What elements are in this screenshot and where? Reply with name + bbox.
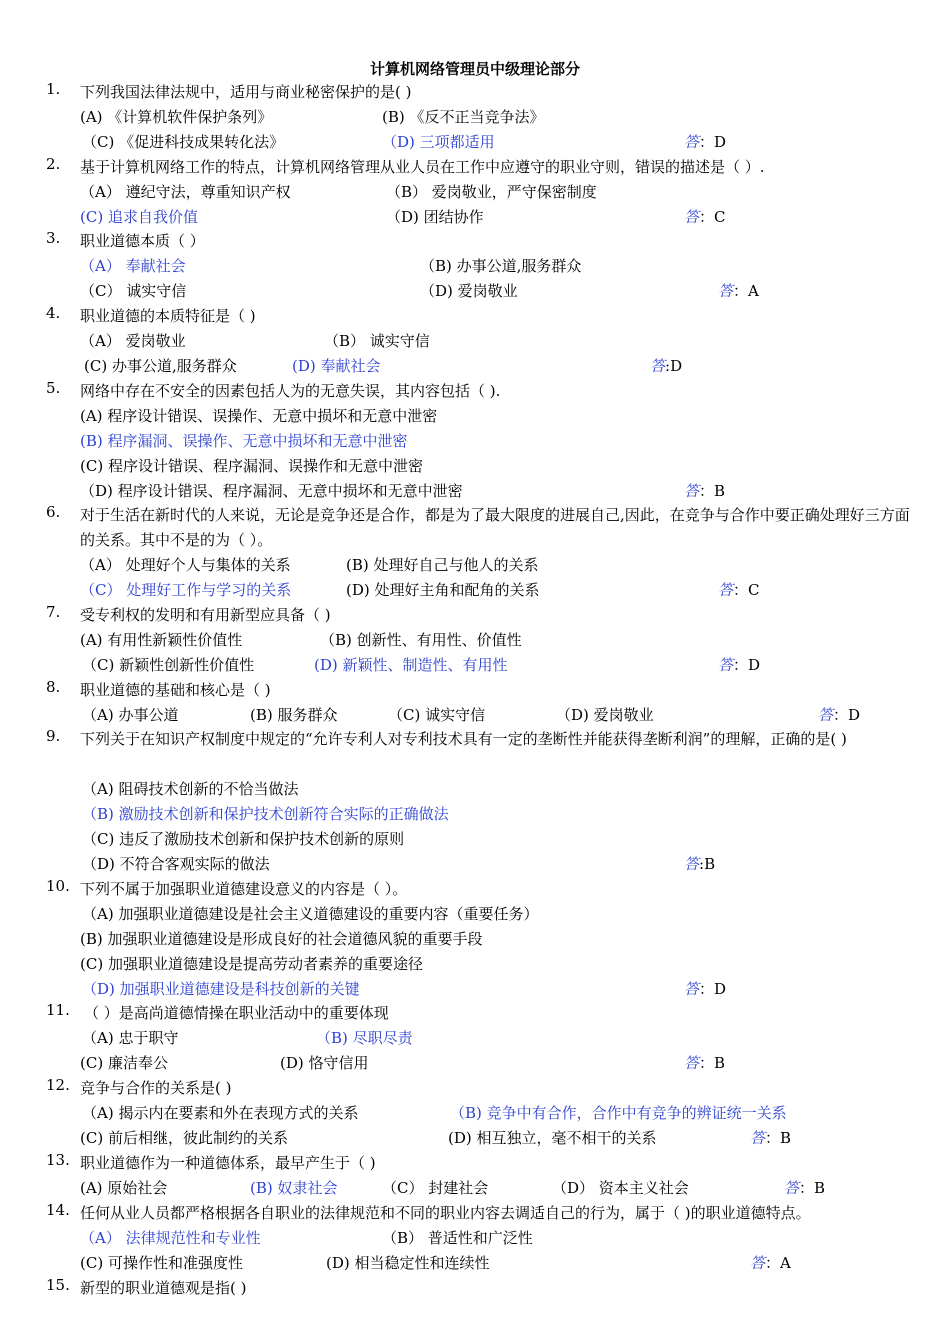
option-a: （A） 处理好个人与集体的关系 xyxy=(80,556,291,574)
answer-value: ：D xyxy=(733,656,761,674)
option-b: (B) 程序漏洞、误操作、无意中损坏和无意中泄密 xyxy=(80,432,408,450)
option-d: (D) 处理好主角和配角的关系 xyxy=(346,581,540,599)
answer-value: ：C xyxy=(733,581,760,599)
answer xyxy=(750,1251,791,1276)
question-number: 12. xyxy=(46,1076,70,1094)
option-d: （D） 资本主义社会 xyxy=(552,1179,689,1197)
answer-label: 答 xyxy=(784,1179,800,1197)
option-b: （B) 激励技术创新和保护技术创新符合实际的正确做法 xyxy=(82,805,449,823)
option-a: （A) 加强职业道德建设是社会主义道德建设的重要内容（重要任务） xyxy=(82,905,539,923)
option-a: (A) 程序设计错误、误操作、无意中损坏和无意中泄密 xyxy=(80,407,438,425)
question-text: 职业道德本质（ ） xyxy=(80,232,205,250)
answer-label: 答 xyxy=(718,282,734,300)
question-text: 下列关于在知识产权制度中规定的“允许专利人对专利技术具有一定的垄断性并能获得垄断利润”的理解，正确的是( ) xyxy=(80,730,847,748)
answer xyxy=(718,653,760,678)
answer-value: ：C xyxy=(699,208,726,226)
question-number: 6. xyxy=(46,503,61,521)
question-number: 3. xyxy=(46,229,61,247)
option-c: （C） 处理好工作与学习的关系 xyxy=(80,581,292,599)
option-c: (C) 追求自我价值 xyxy=(80,208,198,226)
option-c: (C) 可操作性和准强度性 xyxy=(80,1254,243,1272)
option-a: (A) 原始社会 xyxy=(80,1179,168,1197)
option-d: （D) 加强职业道德建设是科技创新的关键 xyxy=(82,980,360,998)
question-number: 2. xyxy=(46,155,61,173)
question-number: 14. xyxy=(46,1201,70,1219)
option-c: （C） 封建社会 xyxy=(382,1179,489,1197)
option-c: （C) 新颖性创新性价值性 xyxy=(82,656,255,674)
answer-value: ：D xyxy=(699,133,727,151)
option-a: (A) 《计算机软件保护条列》 xyxy=(80,108,273,126)
option-c: （C) 《促进科技成果转化法》 xyxy=(82,133,285,151)
option-c: （C) 诚实守信 xyxy=(388,706,486,724)
option-a: （A） 爱岗敬业 xyxy=(80,332,186,350)
answer-label: 答 xyxy=(684,482,700,500)
answer xyxy=(684,479,725,504)
answer-value: ：D xyxy=(699,980,727,998)
answer-label: 答 xyxy=(684,208,700,226)
option-d: （D) 不符合客观实际的做法 xyxy=(82,855,270,873)
answer xyxy=(750,1126,791,1151)
question-text: 竞争与合作的关系是( ) xyxy=(80,1079,232,1097)
option-b: （B） 爱岗敬业，严守保密制度 xyxy=(386,183,597,201)
option-c: (C) 前后相继，彼此制约的关系 xyxy=(80,1129,288,1147)
answer xyxy=(684,130,726,155)
answer-value: ：A xyxy=(733,282,759,300)
question-number: 10. xyxy=(46,877,70,895)
answer-label: 答 xyxy=(684,133,700,151)
option-b: （B) 尽职尽责 xyxy=(316,1029,413,1047)
answer xyxy=(684,1051,725,1076)
answer xyxy=(718,279,759,304)
option-d: (D) 相互独立，毫不相干的关系 xyxy=(448,1129,657,1147)
option-d: （D) 爱岗敬业 xyxy=(556,706,654,724)
answer-value: ：D xyxy=(833,706,861,724)
answer-value: ：B xyxy=(765,1129,792,1147)
answer-label: 答 xyxy=(750,1129,766,1147)
question-text: 职业道德作为一种道德体系，最早产生于（ ) xyxy=(80,1154,376,1172)
option-a: （A) 忠于职守 xyxy=(82,1029,179,1047)
question-number: 4. xyxy=(46,304,61,322)
option-a: （A） 遵纪守法，尊重知识产权 xyxy=(80,183,291,201)
question-number: 7. xyxy=(46,603,61,621)
question-number: 11. xyxy=(46,1001,70,1019)
option-a: (A) 有用性新颖性价值性 xyxy=(80,631,243,649)
question-text: 受专利权的发明和有用新型应具备（ ) xyxy=(80,606,331,624)
question-text: 新型的职业道德观是指( ) xyxy=(80,1279,247,1297)
answer-label: 答 xyxy=(684,980,700,998)
option-d: (D) 相当稳定性和连续性 xyxy=(326,1254,490,1272)
question-number: 9. xyxy=(46,727,61,745)
option-c: (C) 办事公道,服务群众 xyxy=(84,357,237,375)
question-text: 基于计算机网络工作的特点，计算机网络管理从业人员在工作中应遵守的职业守则，错误的描述是（ ）. xyxy=(80,158,765,176)
option-b: (B) 奴隶社会 xyxy=(250,1179,338,1197)
question-text: 职业道德的基础和核心是（ ) xyxy=(80,681,271,699)
answer xyxy=(818,703,860,728)
answer xyxy=(718,578,760,603)
option-d: （D) 爱岗敬业 xyxy=(420,282,518,300)
option-b: (B) 处理好自己与他人的关系 xyxy=(346,556,539,574)
answer xyxy=(684,205,726,230)
option-c: (C) 加强职业道德建设是提高劳动者素养的重要途径 xyxy=(80,955,423,973)
answer-value: :D xyxy=(665,357,683,375)
option-d: （D) 团结协作 xyxy=(386,208,484,226)
option-a: （A） 法律规范性和专业性 xyxy=(80,1229,261,1247)
question-text: 职业道德的本质特征是（ ) xyxy=(80,307,256,325)
answer xyxy=(650,354,682,379)
option-c: （C） 诚实守信 xyxy=(80,282,187,300)
question-text: （ ）是高尚道德情操在职业活动中的重要体现 xyxy=(84,1004,389,1022)
answer-value: :B xyxy=(699,855,716,873)
option-b: （B) 办事公道,服务群众 xyxy=(420,257,582,275)
option-b: （B） 普适性和广泛性 xyxy=(382,1229,533,1247)
answer-label: 答 xyxy=(750,1254,766,1272)
answer-value: ：B xyxy=(799,1179,826,1197)
option-d: (D) 奉献社会 xyxy=(292,357,381,375)
option-c: (C) 廉洁奉公 xyxy=(80,1054,168,1072)
option-b: （B） 诚实守信 xyxy=(324,332,430,350)
option-a: （A) 办事公道 xyxy=(82,706,179,724)
question-text: 下列我国法律法规中，适用与商业秘密保护的是( ) xyxy=(80,83,412,101)
answer-label: 答 xyxy=(718,581,734,599)
answer-value: ：A xyxy=(765,1254,791,1272)
question-number: 13. xyxy=(46,1151,70,1169)
option-d: （D) 程序设计错误、程序漏洞、无意中损坏和无意中泄密 xyxy=(80,482,463,500)
option-a: （A) 揭示内在要素和外在表现方式的关系 xyxy=(82,1104,359,1122)
option-c: (C) 程序设计错误、程序漏洞、误操作和无意中泄密 xyxy=(80,457,423,475)
option-b: (B) 《反不正当竞争法》 xyxy=(382,108,545,126)
answer xyxy=(684,852,715,877)
answer xyxy=(784,1176,825,1201)
answer-value: ：B xyxy=(699,1054,726,1072)
page-title: 计算机网络管理员中级理论部分 xyxy=(369,60,580,78)
answer-label: 答 xyxy=(684,855,700,873)
option-d: (D) 恪守信用 xyxy=(280,1054,369,1072)
option-b: （B) 竞争中有合作，合作中有竞争的辨证统一关系 xyxy=(450,1104,787,1122)
question-text: 网络中存在不安全的因素包括人为的无意失误，其内容包括（ ). xyxy=(80,382,501,400)
option-b: （B) 创新性、有用性、价值性 xyxy=(320,631,522,649)
answer-label: 答 xyxy=(650,357,666,375)
answer-label: 答 xyxy=(718,656,734,674)
option-b: (B) 加强职业道德建设是形成良好的社会道德风貌的重要手段 xyxy=(80,930,483,948)
question-number: 5. xyxy=(46,379,61,397)
option-a: （A） 奉献社会 xyxy=(80,257,186,275)
option-b: (B) 服务群众 xyxy=(250,706,338,724)
question-text: 对于生活在新时代的人来说，无论是竞争还是合作，都是为了最大限度的进展自己,因此，在竞争与合作中要正确处理好三方面的关系。其中不是的为（ ）。 xyxy=(80,506,910,549)
option-d: （D) 三项都适用 xyxy=(382,133,495,151)
answer-label: 答 xyxy=(684,1054,700,1072)
question-number: 1. xyxy=(46,80,61,98)
question-number: 8. xyxy=(46,678,61,696)
option-c: （C) 违反了激励技术创新和保护技术创新的原则 xyxy=(82,830,405,848)
question-text: 下列不属于加强职业道德建设意义的内容是（ ）。 xyxy=(80,880,408,898)
question-number: 15. xyxy=(46,1276,70,1294)
question-text: 任何从业人员都严格根据各自职业的法律规范和不同的职业内容去调适自己的行为，属于（ )的职业道德特点。 xyxy=(80,1204,811,1222)
option-a: （A) 阻碍技术创新的不恰当做法 xyxy=(82,780,299,798)
answer xyxy=(684,977,726,1002)
answer-label: 答 xyxy=(818,706,834,724)
answer-value: ：B xyxy=(699,482,726,500)
option-d: (D) 新颖性、制造性、有用性 xyxy=(314,656,508,674)
